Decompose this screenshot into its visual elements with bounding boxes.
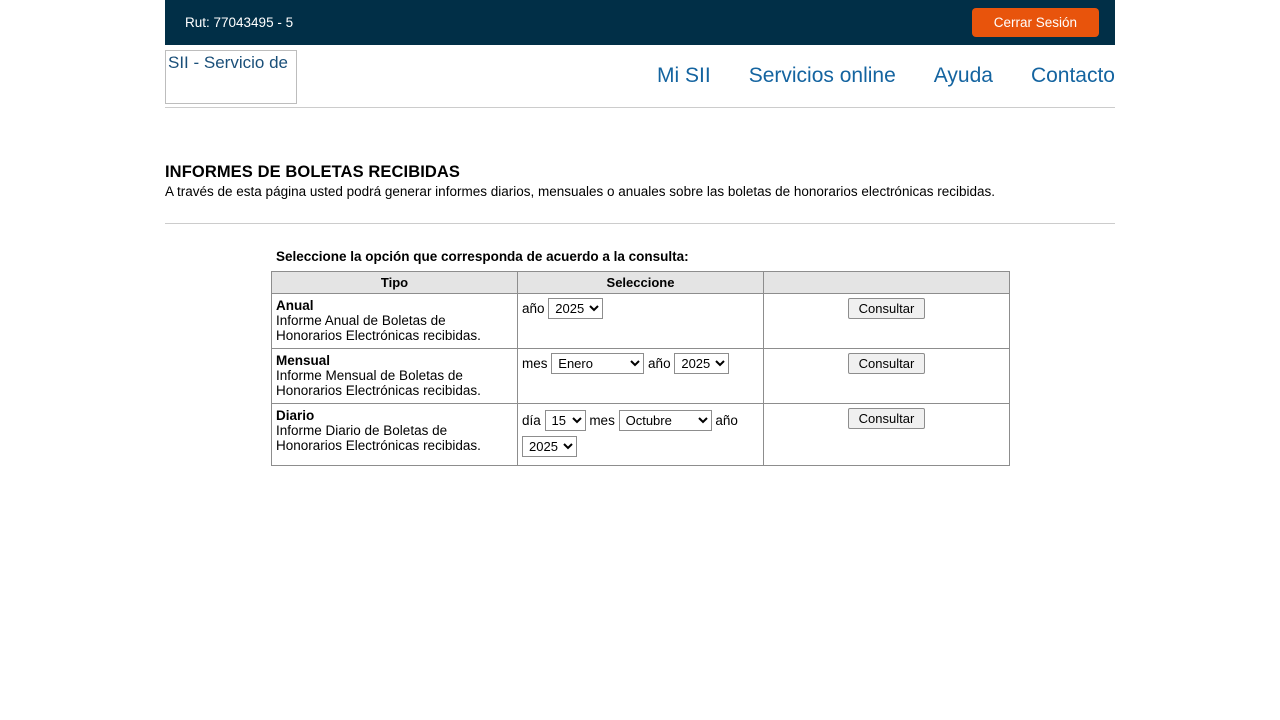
tipo-name-mensual: Mensual <box>276 353 331 368</box>
select-mes-mensual[interactable] <box>551 353 644 374</box>
cell-tipo-anual <box>272 294 518 349</box>
sii-logo-alt-text: SII - Servicio de <box>168 53 288 72</box>
cell-seleccione-mensual <box>518 349 764 404</box>
page-title: INFORMES DE BOLETAS RECIBIDAS <box>165 163 461 181</box>
nav-item-ayuda[interactable]: Ayuda <box>933 64 993 87</box>
site-header <box>165 45 1115 108</box>
table-row-mensual <box>272 349 1010 404</box>
consultar-button-anual[interactable]: Consultar <box>848 298 926 319</box>
select-anio-diario[interactable] <box>522 436 577 457</box>
sii-logo[interactable] <box>165 50 297 104</box>
page-subtitle: A través de esta página usted podrá generar informes diarios, mensuales o anuales sobre las boletas de honorarios electrónicas recibidas. <box>165 184 995 199</box>
nav-item-contacto[interactable]: Contacto <box>1030 64 1115 87</box>
table-row-anual <box>272 294 1010 349</box>
table-row-diario <box>272 404 1010 466</box>
select-anio-mensual[interactable] <box>674 353 729 374</box>
top-user-bar <box>165 0 1115 45</box>
column-header-accion <box>764 272 1010 294</box>
cell-accion-diario <box>764 404 1010 466</box>
cell-seleccione-anual <box>518 294 764 349</box>
tipo-desc-diario: Informe Diario de Boletas de Honorarios Electrónicas recibidas. <box>276 423 481 453</box>
main-navigation <box>657 64 1115 88</box>
nav-item-servicios-online[interactable]: Servicios online <box>748 64 896 87</box>
cell-tipo-diario <box>272 404 518 466</box>
consultar-button-diario[interactable]: Consultar <box>848 408 926 429</box>
select-mes-diario[interactable] <box>619 410 712 431</box>
page-container <box>165 0 1115 466</box>
cell-seleccione-diario <box>518 404 764 466</box>
main-content <box>165 108 1115 466</box>
label-anio-anual: año <box>522 301 545 316</box>
label-anio-mensual: año <box>648 356 671 371</box>
nav-item-mi-sii[interactable]: Mi SII <box>657 64 711 87</box>
rut-label: Rut: 77043495 - 5 <box>185 15 294 30</box>
table-header-row <box>272 272 1010 294</box>
column-header-seleccione: Seleccione <box>518 272 764 294</box>
label-dia-diario: día <box>522 413 541 428</box>
select-anio-anual[interactable] <box>548 298 603 319</box>
tipo-desc-mensual: Informe Mensual de Boletas de Honorarios Electrónicas recibidas. <box>276 368 481 398</box>
logout-button[interactable]: Cerrar Sesión <box>972 8 1099 37</box>
report-options-table <box>271 271 1010 466</box>
cell-accion-anual <box>764 294 1010 349</box>
consultar-button-mensual[interactable]: Consultar <box>848 353 926 374</box>
cell-tipo-mensual <box>272 349 518 404</box>
column-header-tipo: Tipo <box>272 272 518 294</box>
tipo-desc-anual: Informe Anual de Boletas de Honorarios Electrónicas recibidas. <box>276 313 481 343</box>
tipo-name-diario: Diario <box>276 408 315 423</box>
select-prompt: Seleccione la opción que corresponda de acuerdo a la consulta: <box>276 249 689 264</box>
options-section <box>165 249 1115 466</box>
select-dia-diario[interactable] <box>545 410 586 431</box>
cell-accion-mensual <box>764 349 1010 404</box>
label-mes-diario: mes <box>589 413 615 428</box>
label-mes-mensual: mes <box>522 356 548 371</box>
tipo-name-anual: Anual <box>276 298 314 313</box>
content-divider <box>165 223 1115 224</box>
label-anio-diario: año <box>715 413 738 428</box>
